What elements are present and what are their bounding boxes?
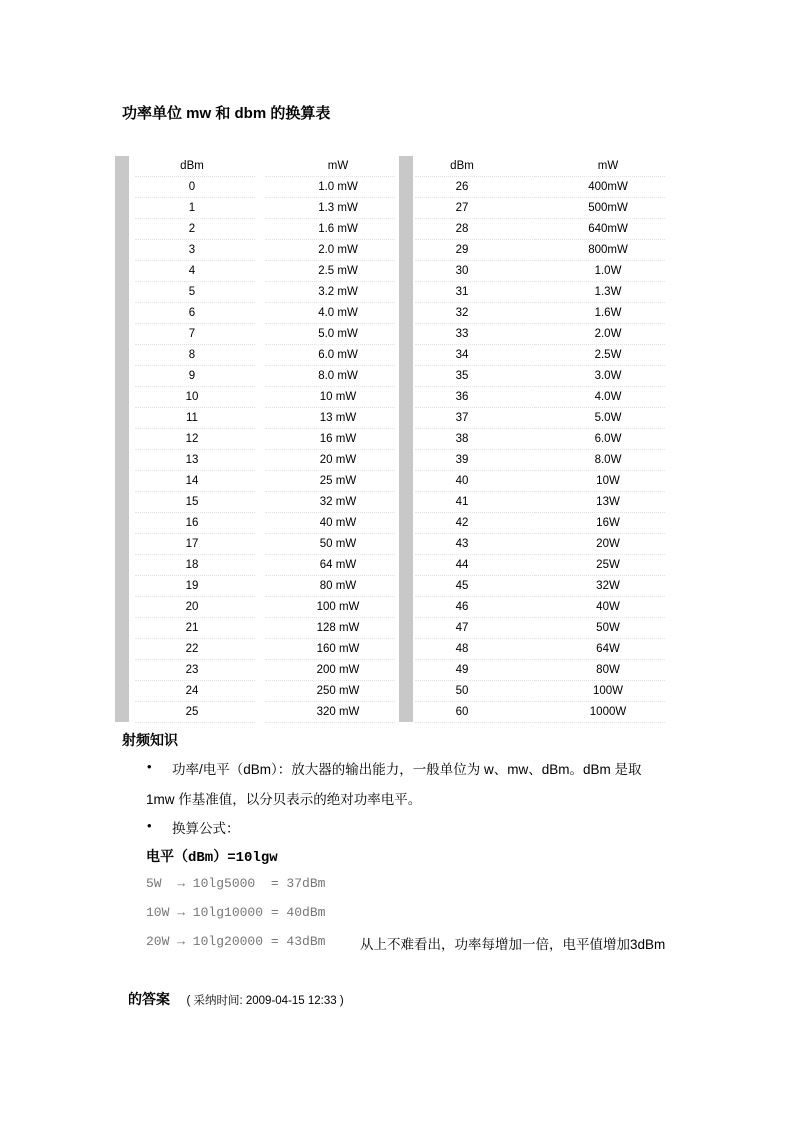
cell-mw-left: 320 mW xyxy=(316,706,360,718)
row-separator xyxy=(135,281,255,282)
cell-dbm-left: 18 xyxy=(185,559,199,571)
cell-dbm-left: 10 xyxy=(185,391,199,403)
formula-unit: dBm xyxy=(188,850,214,866)
table-row xyxy=(115,240,683,261)
example-note: 从上不难看出，功率每增加一倍，电平值增加3dBm xyxy=(360,937,666,952)
table-row xyxy=(115,366,683,387)
section-heading: 射频知识 xyxy=(122,732,178,748)
cell-mw-right: 6.0W xyxy=(594,433,622,445)
row-separator xyxy=(535,617,665,618)
row-separator xyxy=(135,512,255,513)
cell-dbm-left: 4 xyxy=(188,265,196,277)
cell-mw-left: 13 mW xyxy=(319,412,357,424)
table-row xyxy=(115,471,683,492)
cell-dbm-left: 15 xyxy=(185,496,199,508)
row-separator xyxy=(415,554,535,555)
row-separator xyxy=(535,323,665,324)
row-separator xyxy=(265,470,395,471)
cell-dbm-right: 26 xyxy=(455,181,469,193)
row-separator xyxy=(135,596,255,597)
table-row xyxy=(115,198,683,219)
row-separator xyxy=(135,638,255,639)
cell-dbm-left: 12 xyxy=(185,433,199,445)
formula-heading xyxy=(146,846,278,866)
cell-mw-right: 400mW xyxy=(588,181,628,193)
cell-dbm-right: 45 xyxy=(455,580,469,592)
row-separator xyxy=(135,365,255,366)
cell-mw-right: 1.0W xyxy=(594,265,622,277)
answer-label: 的答案 xyxy=(128,991,170,1007)
cell-mw-left: 80 mW xyxy=(319,580,357,592)
row-separator xyxy=(535,722,665,723)
cell-mw-right: 5.0W xyxy=(594,412,622,424)
table-row xyxy=(115,639,683,660)
row-separator xyxy=(415,470,535,471)
cell-dbm-left: 0 xyxy=(188,181,196,193)
table-row xyxy=(115,660,683,681)
row-separator xyxy=(265,680,395,681)
cell-dbm-left: 24 xyxy=(185,685,199,697)
cell-dbm-left: 22 xyxy=(185,643,199,655)
row-separator xyxy=(135,617,255,618)
row-separator xyxy=(415,575,535,576)
row-separator xyxy=(265,239,395,240)
header-mw-left: mW xyxy=(327,160,349,172)
row-separator xyxy=(535,344,665,345)
row-separator xyxy=(265,260,395,261)
row-separator xyxy=(135,533,255,534)
row-separator xyxy=(135,722,255,723)
cell-mw-right: 2.5W xyxy=(594,349,622,361)
cell-mw-right: 3.0W xyxy=(594,370,622,382)
cell-dbm-right: 41 xyxy=(455,496,469,508)
table-row xyxy=(115,282,683,303)
row-separator xyxy=(415,281,535,282)
cell-dbm-left: 16 xyxy=(185,517,199,529)
cell-dbm-left: 11 xyxy=(186,412,198,424)
formula-prefix: 电平（ xyxy=(146,849,188,865)
cell-dbm-left: 1 xyxy=(188,202,196,214)
row-separator xyxy=(535,470,665,471)
cell-dbm-left: 14 xyxy=(185,475,199,487)
cell-dbm-right: 32 xyxy=(455,307,469,319)
row-separator xyxy=(415,302,535,303)
cell-mw-right: 2.0W xyxy=(594,328,622,340)
row-separator xyxy=(135,701,255,702)
bullet2-text: 换算公式： xyxy=(172,821,240,836)
table-header-row xyxy=(115,156,683,177)
row-separator xyxy=(265,491,395,492)
cell-dbm-left: 25 xyxy=(185,706,199,718)
cell-dbm-left: 21 xyxy=(185,622,199,634)
row-separator xyxy=(415,512,535,513)
row-separator xyxy=(135,386,255,387)
bullet1-line1: 功率/电平（dBm）：放大器的输出能力，一般单位为 w、mw、dBm。dBm 是取 xyxy=(172,762,642,777)
example-line: 20W → 10lg20000 = 43dBm xyxy=(146,934,326,949)
row-separator xyxy=(265,701,395,702)
row-separator xyxy=(135,323,255,324)
row-separator xyxy=(535,407,665,408)
cell-mw-left: 3.2 mW xyxy=(318,286,358,298)
row-separator xyxy=(415,659,535,660)
row-separator xyxy=(265,176,395,177)
conversion-table xyxy=(115,156,683,722)
cell-mw-left: 20 mW xyxy=(319,454,357,466)
cell-mw-left: 5.0 mW xyxy=(318,328,358,340)
row-separator xyxy=(415,638,535,639)
cell-dbm-left: 20 xyxy=(185,601,199,613)
cell-dbm-right: 60 xyxy=(455,706,469,718)
row-separator xyxy=(135,449,255,450)
row-separator xyxy=(415,722,535,723)
row-separator xyxy=(415,386,535,387)
cell-dbm-right: 46 xyxy=(455,601,469,613)
row-separator xyxy=(265,617,395,618)
cell-dbm-right: 49 xyxy=(455,664,469,676)
row-separator xyxy=(415,365,535,366)
row-separator xyxy=(415,344,535,345)
cell-mw-right: 32W xyxy=(596,580,620,592)
row-separator xyxy=(415,260,535,261)
row-separator xyxy=(265,428,395,429)
row-separator xyxy=(535,197,665,198)
cell-dbm-right: 43 xyxy=(455,538,469,550)
row-separator xyxy=(535,701,665,702)
answer-line xyxy=(128,989,344,1009)
cell-mw-right: 80W xyxy=(596,664,620,676)
cell-dbm-right: 37 xyxy=(455,412,469,424)
row-separator xyxy=(535,260,665,261)
row-separator xyxy=(265,449,395,450)
row-separator xyxy=(535,428,665,429)
cell-dbm-left: 23 xyxy=(185,664,199,676)
cell-dbm-right: 44 xyxy=(455,559,469,571)
formula-close: ） xyxy=(213,849,228,865)
row-separator xyxy=(135,470,255,471)
cell-mw-left: 50 mW xyxy=(319,538,357,550)
cell-mw-right: 1.3W xyxy=(594,286,622,298)
row-separator xyxy=(415,617,535,618)
bullet1-line2: 1mw 作基准值，以分贝表示的绝对功率电平。 xyxy=(146,792,422,807)
cell-mw-left: 16 mW xyxy=(319,433,357,445)
cell-dbm-right: 47 xyxy=(455,622,469,634)
row-separator xyxy=(265,218,395,219)
cell-mw-right: 100W xyxy=(592,685,624,697)
table-row xyxy=(115,177,683,198)
cell-mw-left: 10 mW xyxy=(319,391,357,403)
bullet-dot: • xyxy=(147,818,152,833)
row-separator xyxy=(415,428,535,429)
row-separator xyxy=(535,638,665,639)
row-separator xyxy=(135,407,255,408)
row-separator xyxy=(415,491,535,492)
cell-mw-left: 40 mW xyxy=(319,517,357,529)
row-separator xyxy=(265,365,395,366)
row-separator xyxy=(535,302,665,303)
row-separator xyxy=(265,596,395,597)
row-separator xyxy=(135,554,255,555)
table-row xyxy=(115,555,683,576)
cell-mw-left: 160 mW xyxy=(316,643,360,655)
table-row xyxy=(115,702,683,723)
cell-dbm-left: 13 xyxy=(185,454,199,466)
cell-mw-right: 25W xyxy=(596,559,620,571)
cell-dbm-right: 27 xyxy=(455,202,469,214)
cell-mw-right: 50W xyxy=(596,622,620,634)
cell-dbm-left: 17 xyxy=(185,538,199,550)
answer-accepted-time: ( 采纳时间: 2009-04-15 12:33 ) xyxy=(186,995,344,1007)
row-separator xyxy=(415,449,535,450)
table-row xyxy=(115,450,683,471)
row-separator xyxy=(535,491,665,492)
cell-mw-left: 32 mW xyxy=(319,496,357,508)
cell-mw-left: 4.0 mW xyxy=(318,307,358,319)
cell-dbm-left: 3 xyxy=(188,244,196,256)
cell-mw-right: 8.0W xyxy=(594,454,622,466)
cell-dbm-right: 28 xyxy=(455,223,469,235)
row-separator xyxy=(535,680,665,681)
table-row xyxy=(115,219,683,240)
row-separator xyxy=(135,491,255,492)
cell-mw-right: 16W xyxy=(596,517,620,529)
row-separator xyxy=(265,323,395,324)
row-separator xyxy=(135,218,255,219)
row-separator xyxy=(135,659,255,660)
cell-dbm-right: 33 xyxy=(455,328,469,340)
cell-mw-left: 1.6 mW xyxy=(318,223,358,235)
row-separator xyxy=(135,344,255,345)
row-separator xyxy=(135,197,255,198)
cell-mw-right: 20W xyxy=(596,538,620,550)
cell-dbm-right: 40 xyxy=(455,475,469,487)
cell-mw-left: 2.0 mW xyxy=(318,244,358,256)
cell-dbm-right: 34 xyxy=(455,349,469,361)
row-separator xyxy=(135,680,255,681)
row-separator xyxy=(265,197,395,198)
cell-dbm-right: 48 xyxy=(455,643,469,655)
row-separator xyxy=(265,554,395,555)
cell-dbm-right: 50 xyxy=(455,685,469,697)
table-row xyxy=(115,408,683,429)
cell-mw-right: 40W xyxy=(596,601,620,613)
cell-dbm-right: 31 xyxy=(455,286,469,298)
table-row xyxy=(115,597,683,618)
cell-mw-left: 200 mW xyxy=(316,664,360,676)
cell-mw-left: 2.5 mW xyxy=(318,265,358,277)
cell-dbm-left: 8 xyxy=(188,349,196,361)
row-separator xyxy=(135,575,255,576)
page-title: 功率单位 mw 和 dbm 的换算表 xyxy=(122,105,331,122)
example-line: 5W → 10lg5000 = 37dBm xyxy=(146,876,326,891)
cell-dbm-left: 6 xyxy=(188,307,196,319)
row-separator xyxy=(265,302,395,303)
table-row xyxy=(115,681,683,702)
row-separator xyxy=(265,638,395,639)
example-line: 10W → 10lg10000 = 40dBm xyxy=(146,905,326,920)
row-separator xyxy=(415,176,535,177)
row-separator xyxy=(415,701,535,702)
row-separator xyxy=(535,281,665,282)
header-dbm-right: dBm xyxy=(450,160,474,172)
row-separator xyxy=(535,659,665,660)
table-row xyxy=(115,303,683,324)
row-separator xyxy=(415,680,535,681)
row-separator xyxy=(265,407,395,408)
row-separator xyxy=(535,554,665,555)
cell-dbm-right: 35 xyxy=(455,370,469,382)
cell-dbm-left: 19 xyxy=(185,580,199,592)
cell-mw-right: 640mW xyxy=(588,223,628,235)
row-separator xyxy=(535,218,665,219)
row-separator xyxy=(415,533,535,534)
row-separator xyxy=(135,428,255,429)
row-separator xyxy=(265,575,395,576)
table-row xyxy=(115,345,683,366)
row-separator xyxy=(265,533,395,534)
cell-mw-right: 4.0W xyxy=(594,391,622,403)
header-dbm-left: dBm xyxy=(180,160,204,172)
cell-mw-left: 1.0 mW xyxy=(318,181,358,193)
table-row xyxy=(115,429,683,450)
cell-mw-right: 13W xyxy=(596,496,620,508)
row-separator xyxy=(415,218,535,219)
cell-mw-left: 128 mW xyxy=(316,622,360,634)
row-separator xyxy=(535,386,665,387)
table-row xyxy=(115,261,683,282)
cell-dbm-right: 39 xyxy=(455,454,469,466)
row-separator xyxy=(415,407,535,408)
row-separator xyxy=(535,449,665,450)
cell-dbm-right: 36 xyxy=(455,391,469,403)
table-row xyxy=(115,387,683,408)
cell-mw-left: 1.3 mW xyxy=(318,202,358,214)
table-row xyxy=(115,534,683,555)
row-separator xyxy=(535,512,665,513)
header-mw-right: mW xyxy=(597,160,619,172)
cell-dbm-right: 38 xyxy=(455,433,469,445)
cell-mw-right: 1000W xyxy=(589,706,627,718)
table-row xyxy=(115,576,683,597)
cell-mw-left: 64 mW xyxy=(319,559,357,571)
cell-mw-left: 8.0 mW xyxy=(318,370,358,382)
cell-dbm-right: 42 xyxy=(455,517,469,529)
row-separator xyxy=(135,260,255,261)
cell-mw-right: 800mW xyxy=(588,244,628,256)
row-separator xyxy=(265,659,395,660)
table-row xyxy=(115,492,683,513)
row-separator xyxy=(415,197,535,198)
row-separator xyxy=(535,533,665,534)
row-separator xyxy=(535,239,665,240)
row-separator xyxy=(265,281,395,282)
cell-mw-left: 100 mW xyxy=(316,601,360,613)
cell-dbm-left: 9 xyxy=(188,370,196,382)
row-separator xyxy=(415,239,535,240)
row-separator xyxy=(535,365,665,366)
row-separator xyxy=(415,323,535,324)
row-separator xyxy=(135,302,255,303)
cell-mw-right: 500mW xyxy=(588,202,628,214)
row-separator xyxy=(535,596,665,597)
cell-dbm-left: 7 xyxy=(188,328,196,340)
cell-dbm-left: 2 xyxy=(188,223,196,235)
cell-mw-right: 10W xyxy=(596,475,620,487)
row-separator xyxy=(535,575,665,576)
cell-dbm-right: 29 xyxy=(455,244,469,256)
row-separator xyxy=(265,722,395,723)
cell-dbm-right: 30 xyxy=(455,265,469,277)
cell-mw-right: 1.6W xyxy=(594,307,622,319)
row-separator xyxy=(135,239,255,240)
row-separator xyxy=(135,176,255,177)
row-separator xyxy=(265,512,395,513)
row-separator xyxy=(535,176,665,177)
formula-expression: =10lgw xyxy=(227,850,278,866)
cell-dbm-left: 5 xyxy=(188,286,196,298)
row-separator xyxy=(415,596,535,597)
bullet-dot: • xyxy=(147,759,152,774)
row-separator xyxy=(265,386,395,387)
cell-mw-left: 6.0 mW xyxy=(318,349,358,361)
table-row xyxy=(115,513,683,534)
cell-mw-left: 250 mW xyxy=(316,685,360,697)
row-separator xyxy=(265,344,395,345)
table-row xyxy=(115,324,683,345)
cell-mw-right: 64W xyxy=(596,643,620,655)
table-row xyxy=(115,618,683,639)
cell-mw-left: 25 mW xyxy=(319,475,357,487)
